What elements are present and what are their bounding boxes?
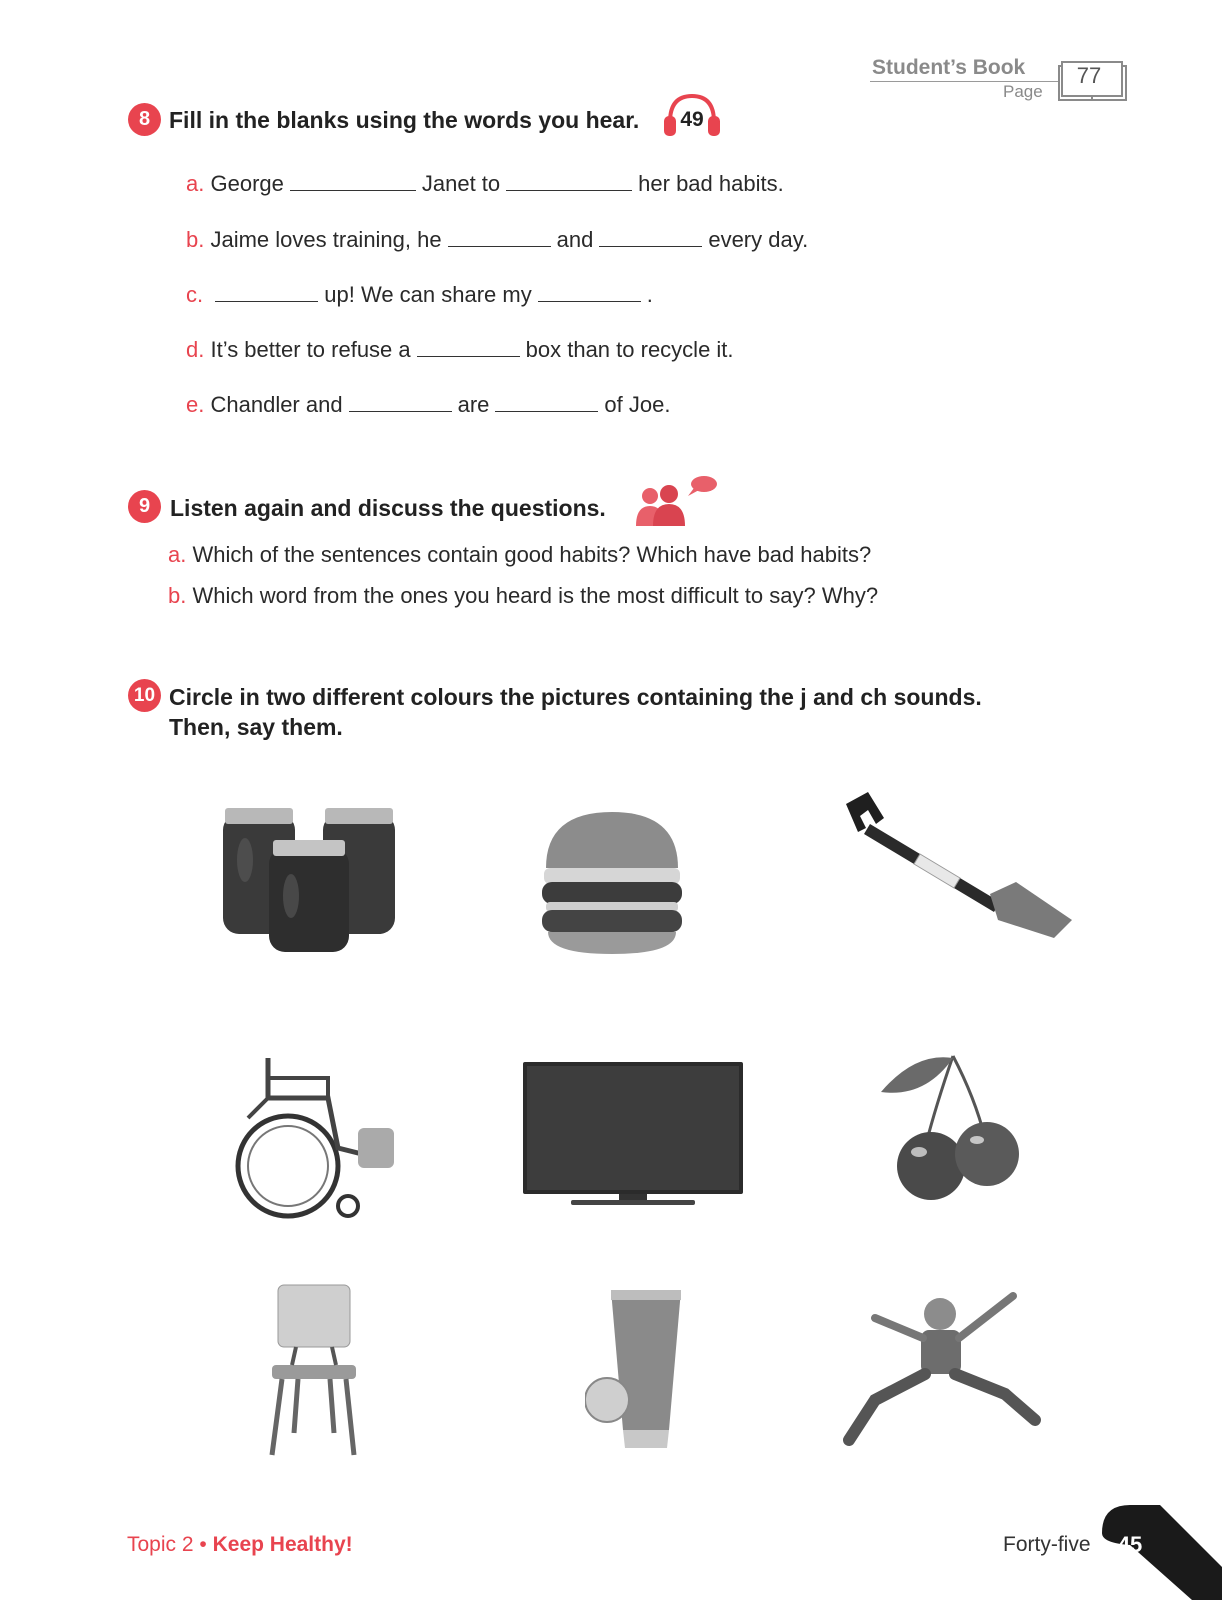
line-letter: a. <box>186 171 205 196</box>
blank-field[interactable] <box>417 336 520 357</box>
exercise-10-title-line1: Circle in two different colours the pictures containing the j and ch sounds. <box>169 684 982 710</box>
line-text: Chandler and <box>210 392 343 417</box>
page-label: Page <box>1003 82 1043 101</box>
blank-field[interactable] <box>495 391 598 412</box>
exercise-9-title: Listen again and discuss the questions. <box>170 495 606 521</box>
juice-glass-picture[interactable] <box>585 1288 685 1453</box>
jam-jars-picture[interactable] <box>215 800 405 955</box>
exercise-10-badge: 10 <box>128 679 161 712</box>
ex8-line-d <box>186 336 734 363</box>
ex8-line-c <box>186 281 653 308</box>
ex8-line-e <box>186 391 670 418</box>
ex9-question-b <box>168 583 878 609</box>
students-book-label: Student’s Book <box>872 56 1026 79</box>
line-letter: b. <box>186 227 205 252</box>
blank-field[interactable] <box>506 170 632 191</box>
line-text: George <box>210 171 284 196</box>
ex8-line-a <box>186 170 784 197</box>
question-letter: b. <box>168 583 187 608</box>
line-text: Janet to <box>421 171 501 196</box>
line-text: Jaime loves training, he <box>210 227 442 252</box>
line-text: box than to recycle it. <box>525 337 734 362</box>
line-text: up! We can share my <box>324 282 532 307</box>
line-letter: d. <box>186 337 205 362</box>
audio-track-number: 49 <box>680 108 704 131</box>
topic-bullet: • <box>199 1533 207 1556</box>
line-letter: e. <box>186 392 205 417</box>
line-text: and <box>556 227 594 252</box>
blank-field[interactable] <box>290 170 416 191</box>
chair-picture[interactable] <box>268 1283 360 1458</box>
discussion-pair-icon <box>636 474 718 526</box>
footer-topic <box>127 1533 353 1557</box>
question-letter: a. <box>168 542 187 567</box>
television-picture[interactable] <box>523 1060 743 1208</box>
blank-field[interactable] <box>599 226 702 247</box>
cherries-picture[interactable] <box>875 1048 1050 1208</box>
blank-field[interactable] <box>448 226 551 247</box>
question-text: Which word from the ones you heard is the most difficult to say? Why? <box>192 583 879 608</box>
students-book-page-number: 77 <box>1076 63 1102 88</box>
page-number-word: Forty-five <box>1003 1533 1091 1556</box>
ex8-line-b <box>186 226 808 253</box>
line-text: . <box>646 282 653 307</box>
exercise-9-badge: 9 <box>128 490 161 523</box>
line-text: her bad habits. <box>638 171 784 196</box>
topic-label: Topic 2 <box>127 1533 194 1556</box>
blank-field[interactable] <box>538 281 641 302</box>
topic-name: Keep Healthy! <box>212 1533 353 1556</box>
blank-field[interactable] <box>215 281 318 302</box>
wheelchair-picture[interactable] <box>228 1038 408 1220</box>
jumping-boy-picture[interactable] <box>835 1290 1050 1450</box>
ex9-question-a <box>168 542 871 568</box>
line-text: of Joe. <box>604 392 671 417</box>
line-text: every day. <box>708 227 809 252</box>
line-letter: c. <box>186 282 204 307</box>
spade-picture[interactable] <box>840 790 1076 942</box>
blank-field[interactable] <box>349 391 452 412</box>
line-text: are <box>457 392 490 417</box>
exercise-10-title-line2: Then, say them. <box>169 714 343 740</box>
burger-picture[interactable] <box>536 808 688 956</box>
line-text: It’s better to refuse a <box>210 337 411 362</box>
question-text: Which of the sentences contain good habits? Which have bad habits? <box>192 542 872 567</box>
page-number: 45 <box>1117 1532 1143 1557</box>
exercise-8-title: Fill in the blanks using the words you hear. <box>169 107 640 133</box>
exercise-8-badge: 8 <box>128 103 161 136</box>
